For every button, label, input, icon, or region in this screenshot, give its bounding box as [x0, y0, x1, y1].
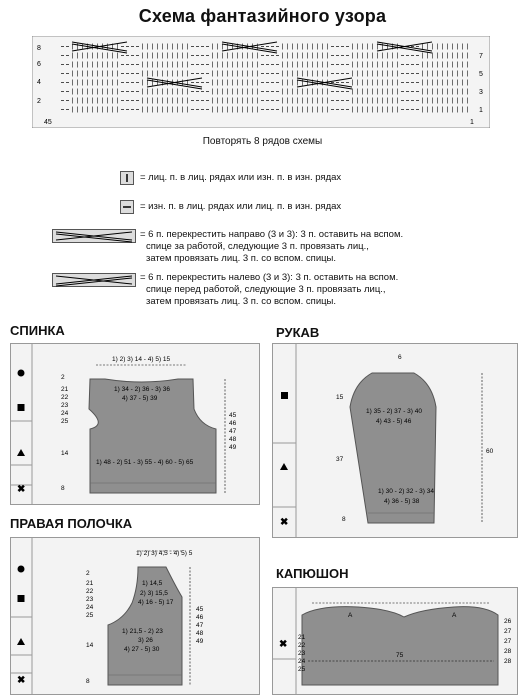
- front-lower-h: 14: [86, 642, 94, 649]
- square-size-icon: [281, 392, 288, 399]
- cross-size-icon: ✖: [280, 517, 289, 528]
- sleeve-total-h: 60: [486, 448, 494, 455]
- back-length: 47: [229, 428, 237, 435]
- circle-size-icon: [18, 566, 25, 573]
- back-shoulder-h: 2: [61, 374, 65, 381]
- chart-row-label: 7: [479, 53, 483, 60]
- hood-left-h: 24: [298, 658, 306, 665]
- legend-line: спице за работой, следующие 3 п. провязать лиц.,: [146, 241, 369, 252]
- back-armhole-row: 22: [61, 394, 69, 401]
- sleeve-cuff-width: 4) 36 - 5) 38: [384, 498, 420, 505]
- hood-right-h: 28: [504, 658, 512, 665]
- front-chest: 4) 27 - 5) 30: [124, 646, 160, 653]
- front-title: ПРАВАЯ ПОЛОЧКА: [10, 516, 133, 531]
- legend-line: затем провязать лиц. 3 п. со вспом. спицы.: [146, 253, 337, 264]
- cable-left-symbol-icon: [52, 273, 136, 287]
- front-armhole-row: 21: [86, 580, 94, 587]
- chart-stitch-label: 45: [44, 119, 52, 126]
- back-length: 48: [229, 436, 237, 443]
- legend-knit-text: = лиц. п. в лиц. рядах или изн. п. в изн. рядах: [140, 172, 342, 183]
- cross-size-icon: ✖: [17, 484, 26, 495]
- page-title: Схема фантазийного узора: [138, 6, 387, 26]
- purl-stitch-symbol-icon: [120, 200, 134, 214]
- front-length: 45: [196, 606, 204, 613]
- front-schematic: [10, 537, 260, 695]
- sleeve-cap-top: 6: [398, 354, 402, 361]
- back-chest: 4) 37 - 5) 39: [122, 395, 158, 402]
- legend-cable-left: [140, 272, 398, 308]
- back-hem-width: 1) 48 - 2) 51 - 3) 55 - 4) 60 - 5) 65: [96, 459, 194, 466]
- hood-title: КАПЮШОН: [276, 566, 349, 581]
- chart-row-label: 8: [37, 45, 41, 52]
- legend-purl-text: = изн. п. в лиц. рядах или лиц. п. в изн. рядах: [140, 201, 342, 212]
- sleeve-cuff-width: 1) 30 - 2) 32 - 3) 34: [378, 488, 434, 495]
- hood-right-h: 28: [504, 648, 512, 655]
- circle-size-icon: [18, 370, 25, 377]
- chart-row-label: 6: [37, 61, 41, 68]
- chart-stitch-label: 1: [470, 119, 474, 126]
- back-schematic: [10, 343, 260, 505]
- back-length: 49: [229, 444, 237, 451]
- legend-cable-right: [140, 229, 403, 265]
- cross-size-icon: ✖: [17, 675, 26, 686]
- hood-left-h: 25: [298, 666, 306, 673]
- front-length: 46: [196, 614, 204, 621]
- back-armhole-row: 24: [61, 410, 69, 417]
- hood-left-h: 22: [298, 642, 306, 649]
- back-armhole-row: 21: [61, 386, 69, 393]
- hood-width: 75: [396, 652, 404, 659]
- front-length: 47: [196, 622, 204, 629]
- front-neck-row: 4) 16 - 5) 17: [138, 599, 174, 606]
- front-neck-row: 1) 14,5: [142, 580, 163, 587]
- hood-left-h: 21: [298, 634, 306, 641]
- square-size-icon: [18, 404, 25, 411]
- chart-row-label: 2: [37, 98, 41, 105]
- front-top-width: 1) 2) 3) 4,5 - 4) 5) 5: [136, 550, 193, 557]
- hood-mark: A: [348, 612, 353, 619]
- cross-size-icon: ✖: [279, 639, 288, 650]
- chart-row-label: 1: [479, 107, 483, 114]
- front-armhole-row: 23: [86, 596, 94, 603]
- chart-row-label: 3: [479, 89, 483, 96]
- chart-row-label: 4: [37, 79, 41, 86]
- square-size-icon: [18, 595, 25, 602]
- front-rib-h: 8: [86, 678, 90, 685]
- sleeve-rib-h: 8: [342, 516, 346, 523]
- stitch-chart: [32, 36, 490, 128]
- back-lower-h: 14: [61, 450, 69, 457]
- back-length: 45: [229, 412, 237, 419]
- legend-line: спице перед работой, следующие 3 п. провязать лиц.,: [146, 284, 386, 295]
- back-length: 46: [229, 420, 237, 427]
- front-armhole-row: 25: [86, 612, 94, 619]
- legend-line: = 6 п. перекрестить налево (3 и 3): 3 п. оставить на вспом.: [140, 272, 399, 283]
- hood-right-h: 27: [504, 638, 512, 645]
- legend-line: = 6 п. перекрестить направо (3 и 3): 3 п. оставить на вспом.: [140, 229, 404, 240]
- legend-line: затем провязать лиц. 3 п. со вспом. спицы.: [146, 296, 337, 307]
- sleeve-cap-h: 15: [336, 394, 344, 401]
- front-length: 48: [196, 630, 204, 637]
- back-chest: 1) 34 - 2) 36 - 3) 36: [114, 386, 170, 393]
- sleeve-body-h: 37: [336, 456, 344, 463]
- back-title: СПИНКА: [10, 323, 65, 338]
- repeat-note: Повторять 8 рядов схемы: [202, 136, 323, 147]
- back-rib-h: 8: [61, 485, 65, 492]
- sleeve-schematic: [272, 343, 518, 538]
- front-shoulder-h: 2: [86, 570, 90, 577]
- sleeve-title: РУКАВ: [276, 325, 320, 340]
- knit-stitch-symbol-icon: [120, 171, 134, 185]
- hood-right-h: 26: [504, 618, 512, 625]
- hood-right-h: 27: [504, 628, 512, 635]
- hood-left-h: 23: [298, 650, 306, 657]
- hood-mark: A: [452, 612, 457, 619]
- back-armhole-row: 25: [61, 418, 69, 425]
- front-length: 49: [196, 638, 204, 645]
- back-armhole-row: 23: [61, 402, 69, 409]
- hood-schematic: [272, 587, 518, 695]
- front-chest: 3) 26: [138, 637, 153, 644]
- front-armhole-row: 24: [86, 604, 94, 611]
- front-chest: 1) 21,5 - 2) 23: [122, 628, 163, 635]
- front-neck-row: 2) 3) 15,5: [140, 590, 168, 597]
- cable-right-symbol-icon: [52, 229, 136, 243]
- sleeve-upper-width: 1) 35 - 2) 37 - 3) 40: [366, 408, 422, 415]
- back-top-width: 1) 2) 3) 14 - 4) 5) 15: [112, 356, 171, 363]
- sleeve-upper-width: 4) 43 - 5) 46: [376, 418, 412, 425]
- front-armhole-row: 22: [86, 588, 94, 595]
- chart-row-label: 5: [479, 71, 483, 78]
